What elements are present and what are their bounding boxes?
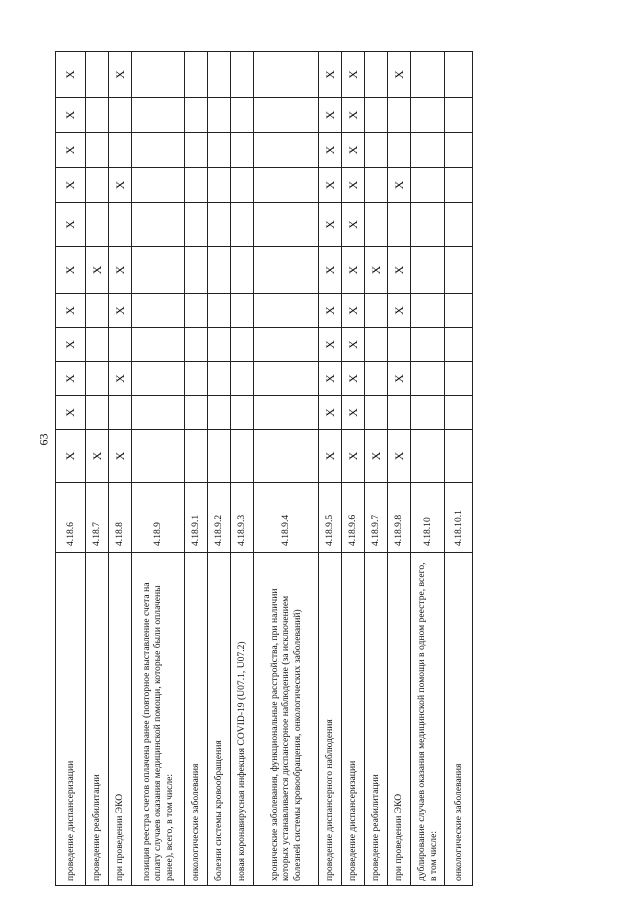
mark-cell <box>86 362 109 396</box>
mark-cell: X <box>319 98 342 133</box>
mark-cell <box>254 52 319 98</box>
mark-cell <box>411 247 445 294</box>
mark-cell <box>254 98 319 133</box>
row-label: проведение диспансеризации <box>342 553 365 886</box>
mark-cell: X <box>342 430 365 483</box>
mark-cell: X <box>56 133 86 168</box>
mark-cell <box>231 430 254 483</box>
mark-cell <box>365 362 388 396</box>
mark-cell <box>208 133 231 168</box>
mark-cell: X <box>342 133 365 168</box>
mark-cell: X <box>56 98 86 133</box>
mark-cell <box>411 328 445 362</box>
mark-cell: X <box>56 396 86 430</box>
row-label: при проведении ЭКО <box>109 553 132 886</box>
mark-cell <box>185 430 208 483</box>
mark-cell <box>231 168 254 203</box>
mark-cell <box>86 328 109 362</box>
row-label: дублирование случаев оказания медицинской помощи в одном реестре, всего, в том числе: <box>411 553 445 886</box>
mark-cell <box>185 247 208 294</box>
mark-cell: X <box>109 362 132 396</box>
mark-cell: X <box>319 247 342 294</box>
mark-cell <box>132 133 185 168</box>
mark-cell <box>445 328 473 362</box>
mark-cell <box>208 430 231 483</box>
mark-cell <box>132 430 185 483</box>
row-code: 4.18.9.2 <box>208 483 231 553</box>
mark-cell <box>231 98 254 133</box>
mark-cell <box>231 362 254 396</box>
mark-cell <box>208 247 231 294</box>
mark-cell <box>132 294 185 328</box>
row-code: 4.18.9.8 <box>388 483 411 553</box>
mark-cell: X <box>319 294 342 328</box>
mark-cell <box>445 168 473 203</box>
mark-cell <box>185 294 208 328</box>
mark-cell <box>231 328 254 362</box>
mark-cell <box>411 133 445 168</box>
mark-cell <box>231 247 254 294</box>
mark-cell: X <box>56 362 86 396</box>
row-code: 4.18.10 <box>411 483 445 553</box>
mark-cell: X <box>342 362 365 396</box>
mark-cell <box>445 247 473 294</box>
mark-cell: X <box>388 294 411 328</box>
mark-cell <box>254 168 319 203</box>
mark-cell <box>388 133 411 168</box>
mark-cell <box>411 52 445 98</box>
mark-cell <box>411 294 445 328</box>
mark-cell <box>411 168 445 203</box>
mark-cell <box>411 430 445 483</box>
row-label: новая коронавирусная инфекция COVID-19 (U07.1, U07.2) <box>231 553 254 886</box>
row-label: болезни системы кровообращения <box>208 553 231 886</box>
mark-cell <box>132 203 185 247</box>
table-row <box>254 52 319 886</box>
mark-cell <box>254 396 319 430</box>
page-number: 63 <box>36 433 51 446</box>
mark-cell: X <box>86 430 109 483</box>
table-row <box>411 52 445 886</box>
mark-cell <box>445 396 473 430</box>
table-row <box>445 52 473 886</box>
mark-cell: X <box>342 247 365 294</box>
mark-cell <box>185 98 208 133</box>
mark-cell: X <box>342 203 365 247</box>
mark-cell: X <box>56 294 86 328</box>
table-row <box>132 52 185 886</box>
row-code: 4.18.9 <box>132 483 185 553</box>
row-code: 4.18.10.1 <box>445 483 473 553</box>
row-label: проведение диспансерного наблюдения <box>319 553 342 886</box>
row-code: 4.18.8 <box>109 483 132 553</box>
mark-cell: X <box>365 430 388 483</box>
mark-cell <box>109 396 132 430</box>
mark-cell <box>86 133 109 168</box>
mark-cell <box>254 133 319 168</box>
row-code: 4.18.9.3 <box>231 483 254 553</box>
mark-cell: X <box>109 247 132 294</box>
table-container <box>55 52 464 886</box>
mark-cell: X <box>342 98 365 133</box>
mark-cell: X <box>56 203 86 247</box>
mark-cell: X <box>56 168 86 203</box>
mark-cell <box>185 133 208 168</box>
mark-cell <box>411 98 445 133</box>
mark-cell <box>388 203 411 247</box>
mark-cell <box>445 430 473 483</box>
mark-cell <box>254 294 319 328</box>
mark-cell <box>208 362 231 396</box>
mark-cell <box>208 328 231 362</box>
mark-cell: X <box>319 133 342 168</box>
mark-cell: X <box>319 328 342 362</box>
mark-cell <box>132 396 185 430</box>
row-label: проведение диспансеризации <box>56 553 86 886</box>
table-row <box>388 52 411 886</box>
mark-cell <box>86 52 109 98</box>
mark-cell <box>86 203 109 247</box>
mark-cell <box>185 203 208 247</box>
mark-cell <box>86 168 109 203</box>
mark-cell <box>411 362 445 396</box>
mark-cell <box>254 247 319 294</box>
mark-cell: X <box>109 430 132 483</box>
mark-cell: X <box>342 396 365 430</box>
mark-cell: X <box>388 430 411 483</box>
mark-cell <box>208 168 231 203</box>
mark-cell <box>109 203 132 247</box>
mark-cell: X <box>319 203 342 247</box>
row-code: 4.18.7 <box>86 483 109 553</box>
mark-cell: X <box>109 294 132 328</box>
row-label: онкологические заболевания <box>185 553 208 886</box>
row-label: позиция реестра счетов оплачена ранее (повторное выставление счета на оплату случаев оказания медицинской помощи, которые были оплачены ранее), всего, в том числе: <box>132 553 185 886</box>
row-code: 4.18.9.1 <box>185 483 208 553</box>
mark-cell <box>231 203 254 247</box>
mark-cell <box>231 133 254 168</box>
mark-cell: X <box>388 52 411 98</box>
row-label: хронические заболевания, функциональные расстройства, при наличии которых устанавливается диспансерное наблюдение (за исключением болезней системы кровообращения, онкологических заболеваний) <box>254 553 319 886</box>
mark-cell <box>445 294 473 328</box>
mark-cell: X <box>56 328 86 362</box>
mark-cell <box>231 52 254 98</box>
mark-cell <box>109 328 132 362</box>
mark-cell <box>109 98 132 133</box>
mark-cell <box>208 52 231 98</box>
mark-cell <box>365 168 388 203</box>
mark-cell: X <box>388 247 411 294</box>
mark-cell <box>411 203 445 247</box>
mark-cell <box>231 294 254 328</box>
table-row <box>56 52 86 886</box>
mark-cell: X <box>56 247 86 294</box>
table-row <box>86 52 109 886</box>
mark-cell <box>365 396 388 430</box>
mark-cell <box>411 396 445 430</box>
mark-cell <box>86 396 109 430</box>
table-row <box>109 52 132 886</box>
mark-cell <box>254 430 319 483</box>
mark-cell: X <box>388 168 411 203</box>
mark-cell <box>185 52 208 98</box>
mark-cell <box>132 328 185 362</box>
mark-cell: X <box>56 52 86 98</box>
mark-cell <box>86 98 109 133</box>
mark-cell: X <box>319 362 342 396</box>
mark-cell <box>185 168 208 203</box>
mark-cell <box>132 52 185 98</box>
data-table <box>55 51 473 886</box>
table-body <box>56 52 473 886</box>
mark-cell: X <box>365 247 388 294</box>
mark-cell <box>185 396 208 430</box>
mark-cell: X <box>86 247 109 294</box>
row-code: 4.18.6 <box>56 483 86 553</box>
mark-cell: X <box>319 52 342 98</box>
mark-cell <box>208 98 231 133</box>
mark-cell <box>445 203 473 247</box>
table-row <box>365 52 388 886</box>
mark-cell: X <box>319 168 342 203</box>
mark-cell <box>231 396 254 430</box>
mark-cell <box>445 133 473 168</box>
mark-cell <box>185 362 208 396</box>
mark-cell: X <box>388 362 411 396</box>
mark-cell: X <box>319 430 342 483</box>
mark-cell <box>388 396 411 430</box>
mark-cell: X <box>342 168 365 203</box>
mark-cell: X <box>342 328 365 362</box>
mark-cell <box>445 98 473 133</box>
mark-cell <box>132 98 185 133</box>
mark-cell <box>388 328 411 362</box>
mark-cell <box>365 203 388 247</box>
mark-cell <box>254 203 319 247</box>
mark-cell <box>254 362 319 396</box>
row-code: 4.18.9.4 <box>254 483 319 553</box>
mark-cell <box>185 328 208 362</box>
mark-cell: X <box>56 430 86 483</box>
mark-cell <box>365 294 388 328</box>
table-row <box>342 52 365 886</box>
row-label: проведение реабилитации <box>365 553 388 886</box>
row-code: 4.18.9.6 <box>342 483 365 553</box>
mark-cell <box>365 98 388 133</box>
mark-cell: X <box>319 396 342 430</box>
mark-cell <box>365 133 388 168</box>
row-code: 4.18.9.5 <box>319 483 342 553</box>
mark-cell <box>86 294 109 328</box>
mark-cell <box>388 98 411 133</box>
row-label: проведение реабилитации <box>86 553 109 886</box>
row-label: онкологические заболевания <box>445 553 473 886</box>
table-row <box>208 52 231 886</box>
mark-cell <box>365 328 388 362</box>
mark-cell <box>445 52 473 98</box>
mark-cell: X <box>109 168 132 203</box>
mark-cell <box>208 294 231 328</box>
row-label: при проведении ЭКО <box>388 553 411 886</box>
table-row <box>319 52 342 886</box>
mark-cell: X <box>342 294 365 328</box>
mark-cell <box>208 203 231 247</box>
row-code: 4.18.9.7 <box>365 483 388 553</box>
mark-cell <box>445 362 473 396</box>
mark-cell <box>365 52 388 98</box>
mark-cell: X <box>109 52 132 98</box>
mark-cell <box>132 247 185 294</box>
table-row <box>185 52 208 886</box>
mark-cell <box>132 168 185 203</box>
mark-cell: X <box>342 52 365 98</box>
table-row <box>231 52 254 886</box>
mark-cell <box>132 362 185 396</box>
mark-cell <box>208 396 231 430</box>
mark-cell <box>254 328 319 362</box>
mark-cell <box>109 133 132 168</box>
